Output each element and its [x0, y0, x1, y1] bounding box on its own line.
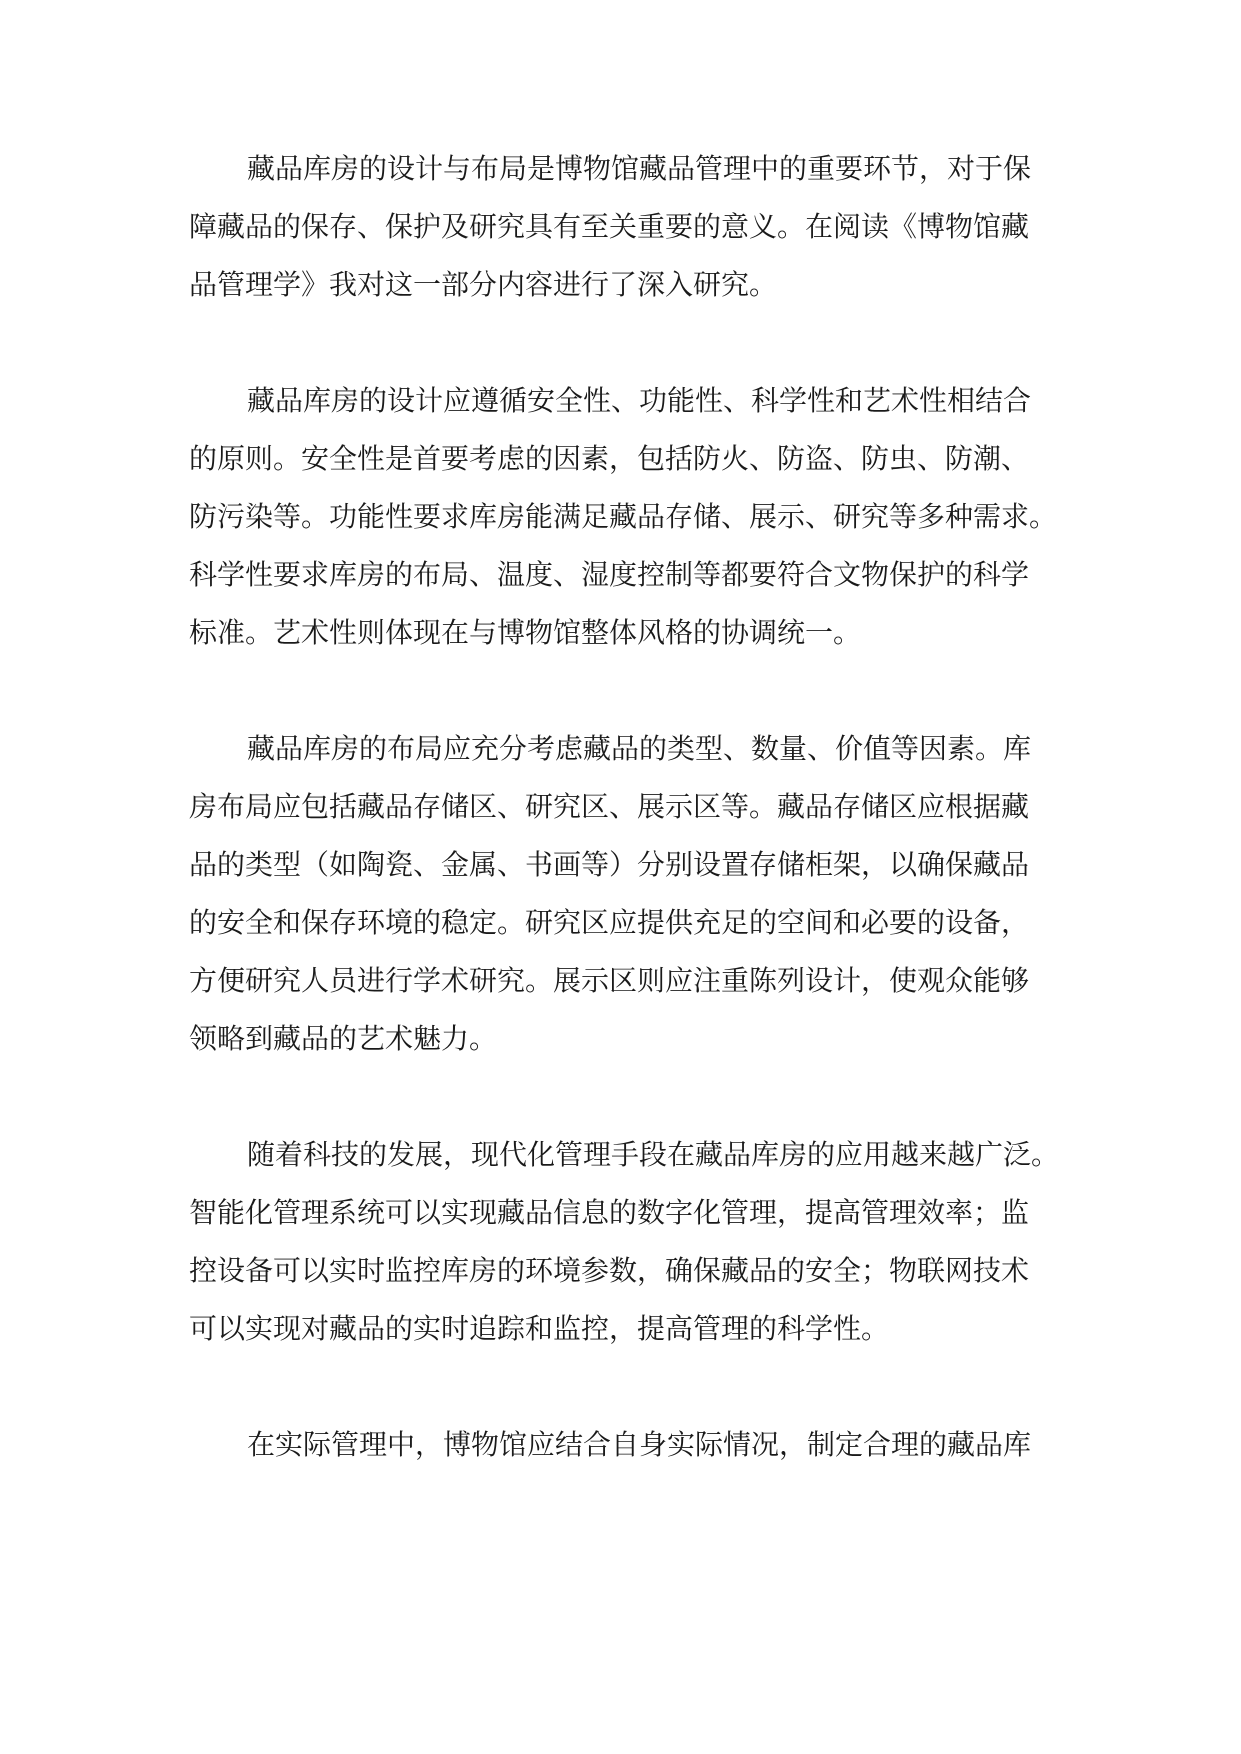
paragraph-3 — [189, 720, 1057, 1068]
paragraph-line: 房布局应包括藏品存储区、研究区、展示区等。藏品存储区应根据藏 — [189, 790, 1030, 823]
paragraph-2 — [189, 372, 1057, 662]
paragraph-line: 在实际管理中，博物馆应结合自身实际情况，制定合理的藏品库 — [247, 1428, 1032, 1461]
paragraph-line: 藏品库房的设计应遵循安全性、功能性、科学性和艺术性相结合 — [247, 384, 1032, 417]
paragraph-line: 智能化管理系统可以实现藏品信息的数字化管理，提高管理效率；监 — [189, 1196, 1030, 1229]
paragraph-line: 标准。艺术性则体现在与博物馆整体风格的协调统一。 — [189, 616, 862, 649]
paragraph-line: 可以实现对藏品的实时追踪和监控，提高管理的科学性。 — [189, 1312, 890, 1345]
paragraph-line: 藏品库房的布局应充分考虑藏品的类型、数量、价值等因素。库 — [247, 732, 1032, 765]
paragraph-4 — [189, 1126, 1060, 1358]
paragraph-line: 品管理学》我对这一部分内容进行了深入研究。 — [189, 268, 778, 301]
paragraph-1 — [189, 140, 1057, 314]
paragraph-line: 方便研究人员进行学术研究。展示区则应注重陈列设计，使观众能够 — [189, 964, 1030, 997]
paragraph-line: 随着科技的发展，现代化管理手段在藏品库房的应用越来越广泛。 — [247, 1138, 1060, 1171]
paragraph-line: 领略到藏品的艺术魅力。 — [189, 1022, 498, 1055]
paragraph-line: 藏品库房的设计与布局是博物馆藏品管理中的重要环节，对于保 — [247, 152, 1032, 185]
paragraph-line: 科学性要求库房的布局、温度、湿度控制等都要符合文物保护的科学 — [189, 558, 1030, 591]
paragraph-line: 控设备可以实时监控库房的环境参数，确保藏品的安全；物联网技术 — [189, 1254, 1030, 1287]
paragraph-line: 的安全和保存环境的稳定。研究区应提供充足的空间和必要的设备， — [189, 906, 1030, 939]
paragraph-5 — [189, 1416, 1057, 1474]
paragraph-line: 障藏品的保存、保护及研究具有至关重要的意义。在阅读《博物馆藏 — [189, 210, 1030, 243]
document-body — [189, 140, 1060, 1532]
paragraph-line: 防污染等。功能性要求库房能满足藏品存储、展示、研究等多种需求。 — [189, 500, 1058, 533]
paragraph-line: 的原则。安全性是首要考虑的因素，包括防火、防盗、防虫、防潮、 — [189, 442, 1030, 475]
paragraph-line: 品的类型（如陶瓷、金属、书画等）分别设置存储柜架，以确保藏品 — [189, 848, 1030, 881]
